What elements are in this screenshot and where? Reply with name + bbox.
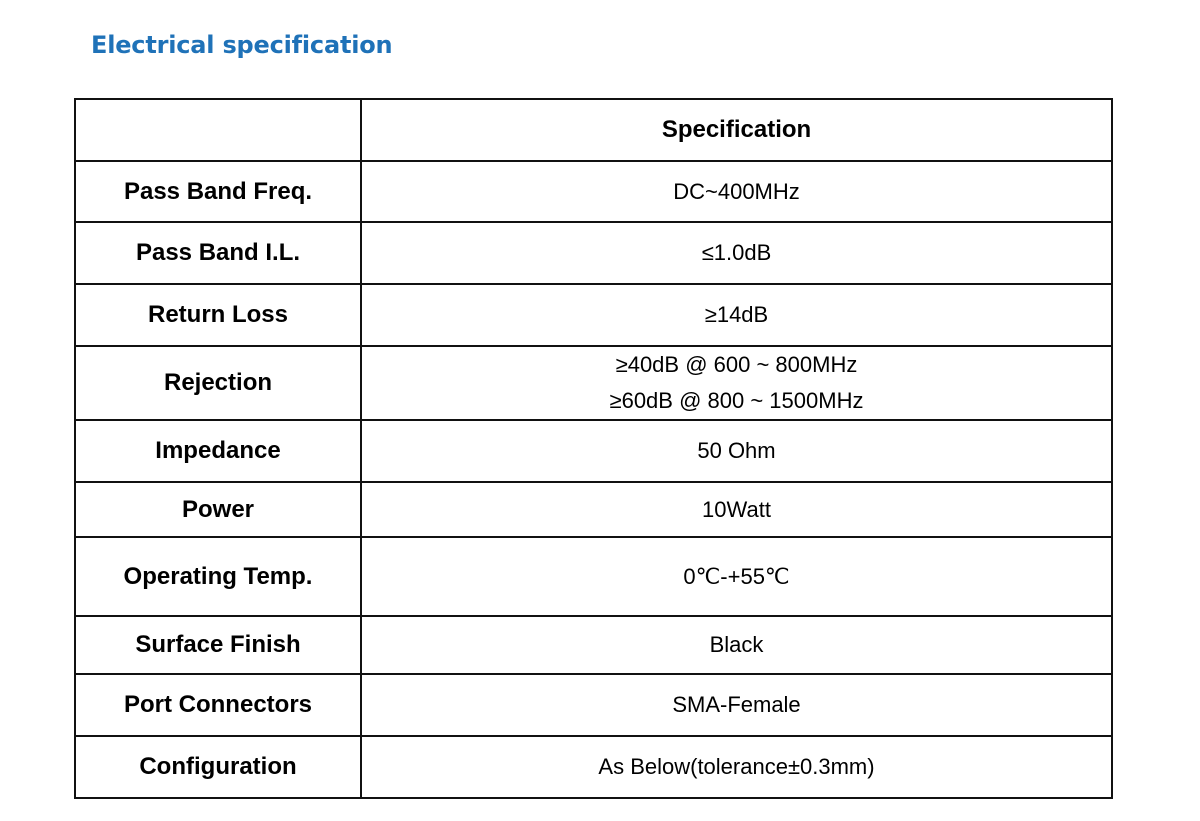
row-value bbox=[361, 616, 1112, 674]
table-row bbox=[75, 161, 1112, 222]
header-cell-specification: Specification bbox=[361, 99, 1112, 161]
row-value bbox=[361, 537, 1112, 616]
row-value bbox=[361, 674, 1112, 736]
value-text: ≥60dB @ 800 ~ 1500MHz bbox=[609, 388, 864, 413]
row-value bbox=[361, 346, 1112, 420]
row-label: Configuration bbox=[75, 736, 361, 798]
row-label: Port Connectors bbox=[75, 674, 361, 736]
row-value bbox=[361, 284, 1112, 346]
value-text: DC~400MHz bbox=[673, 178, 800, 204]
value-text: As Below(tolerance±0.3mm) bbox=[598, 754, 875, 779]
table-row bbox=[75, 674, 1112, 736]
value-text: 10Watt bbox=[702, 496, 771, 522]
row-label: Operating Temp. bbox=[75, 537, 361, 616]
table-row bbox=[75, 736, 1112, 798]
row-label: Impedance bbox=[75, 420, 361, 482]
value-text: ≥14dB bbox=[704, 302, 769, 327]
value-text: SMA-Female bbox=[672, 692, 801, 717]
row-label: Surface Finish bbox=[75, 616, 361, 674]
row-value bbox=[361, 420, 1112, 482]
table-header-row bbox=[75, 99, 1112, 161]
table-row bbox=[75, 482, 1112, 537]
row-label: Return Loss bbox=[75, 284, 361, 346]
value-text: ≤1.0dB bbox=[701, 240, 772, 265]
table-row bbox=[75, 284, 1112, 346]
row-value bbox=[361, 222, 1112, 284]
value-text: 0℃-+55℃ bbox=[683, 563, 790, 589]
page-title: Electrical specification bbox=[91, 31, 393, 59]
row-label: Pass Band Freq. bbox=[75, 161, 361, 222]
header-cell-parameter bbox=[75, 99, 361, 161]
row-label: Rejection bbox=[75, 346, 361, 420]
table-row bbox=[75, 346, 1112, 420]
table-row bbox=[75, 222, 1112, 284]
value-text: 50 Ohm bbox=[697, 438, 776, 463]
row-label: Pass Band I.L. bbox=[75, 222, 361, 284]
row-value bbox=[361, 161, 1112, 222]
row-value bbox=[361, 736, 1112, 798]
table-row bbox=[75, 537, 1112, 616]
row-label: Power bbox=[75, 482, 361, 537]
value-text: ≥40dB @ 600 ~ 800MHz bbox=[615, 352, 858, 377]
table-row bbox=[75, 420, 1112, 482]
specification-table bbox=[74, 98, 1113, 799]
row-value bbox=[361, 482, 1112, 537]
value-text: Black bbox=[709, 632, 764, 657]
table-row bbox=[75, 616, 1112, 674]
